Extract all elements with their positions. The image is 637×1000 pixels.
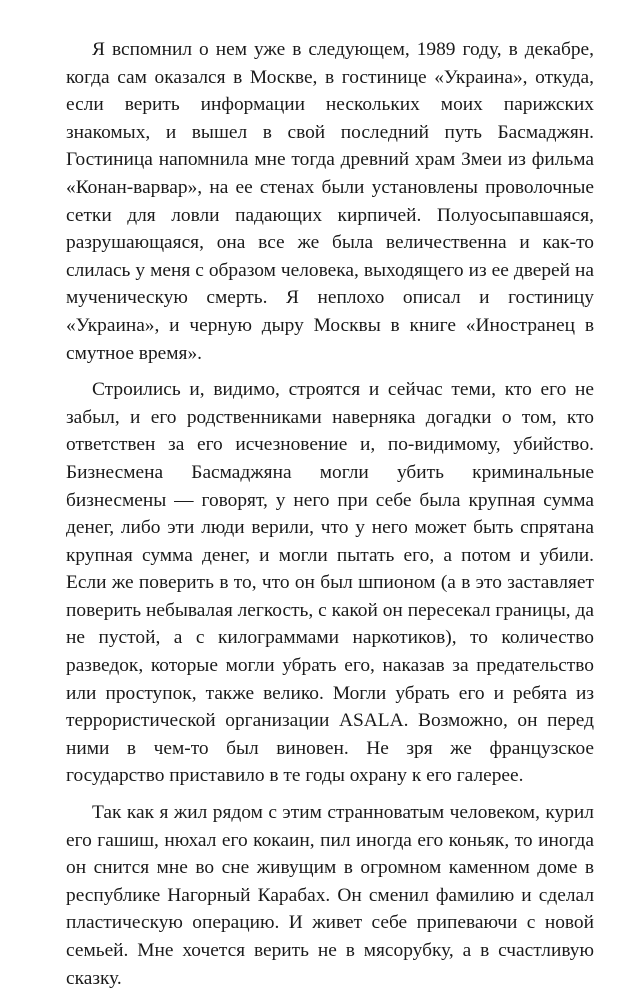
paragraph-2: Строились и, видимо, строятся и сейчас теми, кто его не забыл, и его родственниками наверняка догадки о том, кто ответствен за его исчезновение и, по-видимому, убийство. Бизнесмена Басмаджяна могли убить криминальные бизнесмены — говорят, у него при себе была крупная сумма денег, либо эти люди верили, что у него может быть спрятана крупная сумма денег, и могли пытать его, а потом и убили. Если же поверить в то, что он был шпионом (а в это заставляет поверить небывалая легкость, с какой он пересекал границы, да не пустой, а с килограммами наркотиков), то количество разведок, которые могли убрать его, наказав за предательство или проступок, также велико. Могли убрать его и ребята из террористической организации ASALA. Возможно, он перед ними в чем-то был виновен. Не зря же французское государство приставило в те годы охрану к его галерее. (66, 379, 594, 787)
book-page-text (66, 36, 594, 992)
paragraph-1: Я вспомнил о нем уже в следующем, 1989 году, в декабре, когда сам оказался в Москве, в гостинице «Украина», откуда, если верить информации нескольких моих парижских знакомых, и вышел в свой последний путь Басмаджян. Гостиница напомнила мне тогда древний храм Змеи из фильма «Конан-варвар», на ее стенах были установлены проволочные сетки для ловли падающих кирпичей. Полуосыпавшаяся, разрушающаяся, она все же была величественна и как-то слилась у меня с образом человека, выходящего из ее дверей на мученическую смерть. Я неплохо описал и гостиницу «Украина», и черную дыру Москвы в книге «Иностранец в смутное время». (66, 39, 594, 364)
paragraph-3: Так как я жил рядом с этим странноватым человеком, курил его гашиш, нюхал его кокаин, пил иногда его коньяк, то иногда он снится мне во сне живущим в огромном каменном доме в республике Нагорный Карабах. Он сменил фамилию и сделал пластическую операцию. И живет себе припеваючи с новой семьей. Мне хочется верить не в мясорубку, а в счастливую сказку. (66, 802, 594, 989)
